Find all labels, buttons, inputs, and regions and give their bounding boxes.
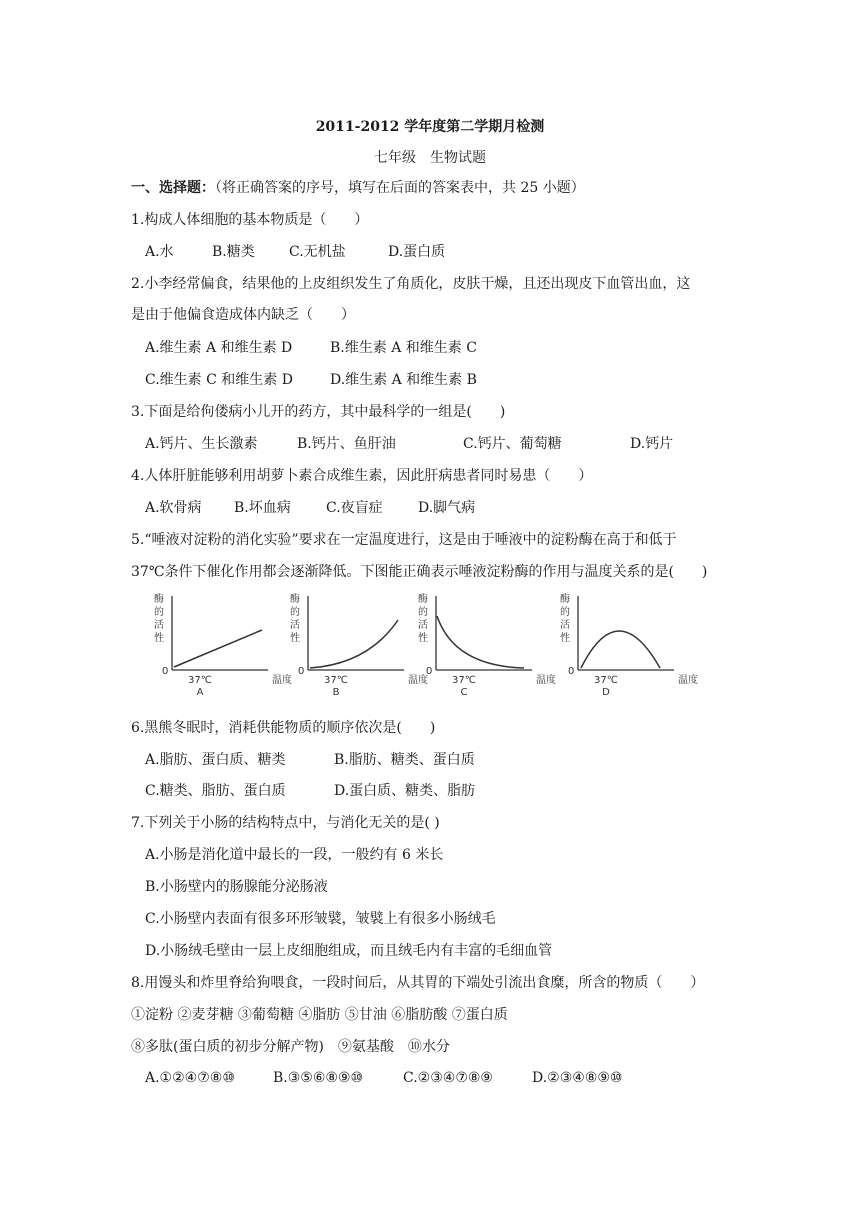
q7-option-c: C.小肠壁内表面有很多环形皱襞，皱襞上有很多小肠绒毛 bbox=[145, 911, 496, 927]
exam-subtitle: 七年级 生物试题 bbox=[374, 150, 486, 166]
q4-option-c: C.夜盲症 bbox=[326, 500, 383, 516]
panel-letter: C bbox=[460, 687, 468, 698]
y-axis-label-char: 的 bbox=[560, 607, 570, 618]
q3-option-a: A.钙片、生长激素 bbox=[145, 436, 258, 452]
y-axis-label-char: 活 bbox=[560, 620, 570, 631]
y-axis-label-char: 酶 bbox=[154, 594, 164, 605]
question-6-stem: 6.黑熊冬眠时，消耗供能物质的顺序依次是( ) bbox=[131, 720, 436, 736]
q3-option-d: D.钙片 bbox=[630, 436, 674, 452]
x-tick-label: 37℃ bbox=[324, 675, 348, 686]
q6-option-c: C.糖类、脂肪、蛋白质 bbox=[145, 783, 286, 799]
question-3-stem: 3.下面是给佝偻病小儿开的药方，其中最科学的一组是( ) bbox=[131, 404, 506, 420]
q4-option-b: B.坏血病 bbox=[234, 500, 291, 516]
q8-option-a: A.①②④⑦⑧⑩ bbox=[145, 1070, 235, 1086]
x-axis-label: 温度 bbox=[678, 675, 698, 686]
y-axis-label-char: 的 bbox=[290, 607, 300, 618]
q1-option-c: C.无机盐 bbox=[289, 244, 346, 260]
y-axis-label-char: 活 bbox=[154, 620, 164, 631]
q8-option-c: C.②③④⑦⑧⑨ bbox=[403, 1070, 493, 1086]
y-axis-label-char: 性 bbox=[154, 633, 164, 644]
enzyme-graph-d bbox=[556, 588, 706, 700]
question-5-stem-line2: 37℃条件下催化作用都会逐渐降低。下图能正确表示唾液淀粉酶的作用与温度关系的是( ) bbox=[131, 564, 708, 580]
x-axis-label: 温度 bbox=[536, 675, 556, 686]
q6-option-b: B.脂肪、糖类、蛋白质 bbox=[334, 752, 475, 768]
q4-option-a: A.软骨病 bbox=[145, 500, 202, 516]
enzyme-activity-curve bbox=[437, 616, 524, 668]
y-axis-label-char: 性 bbox=[290, 633, 300, 644]
q1-option-a: A.水 bbox=[145, 244, 174, 260]
y-axis-label-char: 酶 bbox=[290, 594, 300, 605]
question-2-stem-line1: 2.小李经常偏食，结果他的上皮组织发生了角质化，皮肤干燥，且还出现皮下血管出血，这 bbox=[131, 276, 691, 292]
y-axis-label-char: 活 bbox=[290, 620, 300, 631]
y-axis-label-char: 性 bbox=[560, 633, 570, 644]
q2-option-b: B.维生素 A 和维生素 C bbox=[330, 340, 477, 356]
question-8-stem-line2: ①淀粉 ②麦芽糖 ③葡萄糖 ④脂肪 ⑤甘油 ⑥脂肪酸 ⑦蛋白质 bbox=[131, 1007, 508, 1023]
q7-option-d: D.小肠绒毛壁由一层上皮细胞组成，而且绒毛内有丰富的毛细血管 bbox=[145, 943, 553, 959]
section-heading: 一、选择题： bbox=[131, 180, 215, 196]
q8-option-b: B.③⑤⑥⑧⑨⑩ bbox=[273, 1070, 364, 1086]
x-axis-label: 温度 bbox=[408, 675, 428, 686]
q1-option-b: B.糖类 bbox=[212, 244, 255, 260]
q7-option-a: A.小肠是消化道中最长的一段，一般约有 6 米长 bbox=[145, 847, 444, 863]
q7-option-b: B.小肠壁内的肠腺能分泌肠液 bbox=[145, 879, 328, 895]
q3-option-c: C.钙片、葡萄糖 bbox=[463, 436, 562, 452]
y-axis-label-char: 酶 bbox=[560, 594, 570, 605]
question-2-stem-line2: 是由于他偏食造成体内缺乏（ ） bbox=[131, 307, 355, 323]
question-5-stem-line1: 5.“唾液对淀粉的消化实验”要求在一定温度进行，这是由于唾液中的淀粉酶在高于和低于 bbox=[131, 532, 677, 548]
q3-option-b: B.钙片、鱼肝油 bbox=[297, 436, 396, 452]
x-tick-label: 37℃ bbox=[594, 675, 618, 686]
x-tick-label: 37℃ bbox=[188, 675, 212, 686]
enzyme-activity-curve bbox=[581, 631, 660, 668]
x-tick-label: 37℃ bbox=[452, 675, 476, 686]
q4-option-d: D.脚气病 bbox=[418, 500, 476, 516]
enzyme-activity-curve bbox=[174, 630, 262, 667]
q2-option-a: A.维生素 A 和维生素 D bbox=[145, 340, 293, 356]
q2-option-d: D.维生素 A 和维生素 B bbox=[330, 372, 477, 388]
q8-option-d: D.②③④⑧⑨⑩ bbox=[532, 1070, 623, 1086]
origin-label: 0 bbox=[568, 666, 575, 677]
enzyme-graph-c bbox=[414, 588, 564, 700]
y-axis-label-char: 酶 bbox=[418, 594, 428, 605]
q6-option-a: A.脂肪、蛋白质、糖类 bbox=[145, 752, 286, 768]
origin-label: 0 bbox=[426, 666, 433, 677]
enzyme-graph-a bbox=[150, 588, 300, 700]
question-7-stem: 7.下列关于小肠的结构特点中，与消化无关的是( ) bbox=[131, 815, 440, 831]
question-4-stem: 4.人体肝脏能够利用胡萝卜素合成维生素，因此肝病患者同时易患（ ） bbox=[131, 468, 593, 484]
exam-title: 2011-2012 学年度第二学期月检测 bbox=[315, 119, 545, 135]
section-header bbox=[131, 178, 585, 198]
question-8-stem-line1: 8.用馒头和炸里脊给狗喂食，一段时间后，从其胃的下端处引流出食糜，所含的物质（ ） bbox=[131, 975, 705, 991]
panel-letter: A bbox=[196, 687, 204, 698]
section-instruction: （将正确答案的序号，填写在后面的答案表中，共 25 小题） bbox=[215, 180, 585, 196]
question-8-stem-line3: ⑧多肽(蛋白质的初步分解产物) ⑨氨基酸 ⑩水分 bbox=[131, 1039, 450, 1055]
q1-option-d: D.蛋白质 bbox=[388, 244, 446, 260]
y-axis-label-char: 的 bbox=[418, 607, 428, 618]
panel-letter: D bbox=[602, 687, 610, 698]
y-axis-label-char: 性 bbox=[418, 633, 428, 644]
origin-label: 0 bbox=[298, 666, 305, 677]
x-axis-label: 温度 bbox=[272, 675, 292, 686]
y-axis-label-char: 的 bbox=[154, 607, 164, 618]
q6-option-d: D.蛋白质、糖类、脂肪 bbox=[334, 783, 476, 799]
panel-letter: B bbox=[332, 687, 340, 698]
y-axis-label-char: 活 bbox=[418, 620, 428, 631]
q2-option-c: C.维生素 C 和维生素 D bbox=[145, 372, 293, 388]
question-1-stem: 1.构成人体细胞的基本物质是（ ） bbox=[131, 212, 369, 228]
origin-label: 0 bbox=[162, 666, 169, 677]
enzyme-activity-curve bbox=[310, 620, 398, 668]
